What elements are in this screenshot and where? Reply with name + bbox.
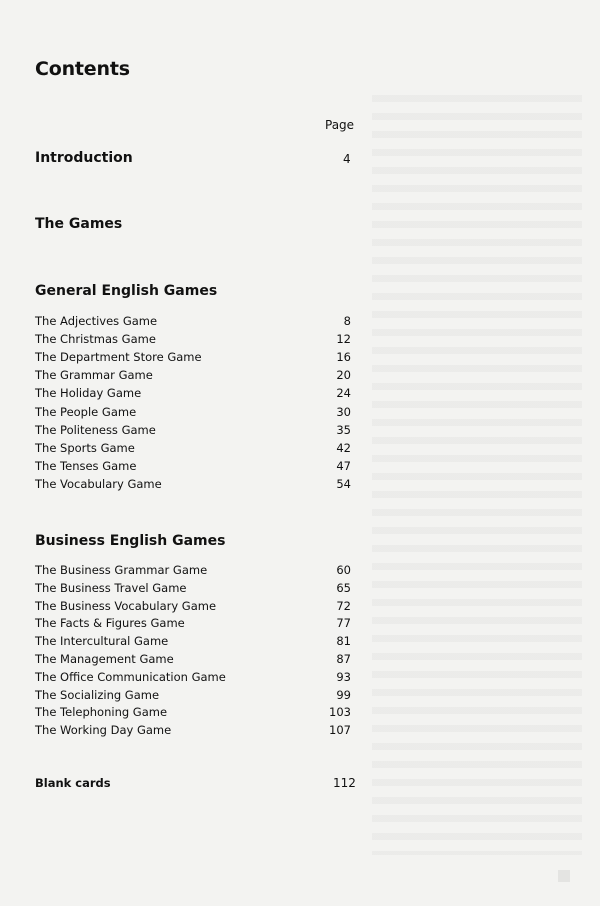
toc-entry [35, 563, 351, 580]
toc-entry-page: 20 [336, 368, 351, 383]
toc-entry-title: The Intercultural Game [35, 634, 169, 649]
toc-entry-page: 8 [343, 314, 351, 328]
toc-entry [35, 459, 351, 476]
section-introduction: Introduction [35, 150, 133, 166]
toc-entry-title: The Sports Game [35, 440, 135, 455]
toc-entry-page: 30 [336, 404, 351, 419]
toc-entry-page: 99 [336, 687, 351, 702]
toc-entry-page: 60 [336, 563, 351, 577]
toc-entry-title: The Christmas Game [35, 332, 156, 347]
toc-entry-title: The Vocabulary Game [35, 476, 162, 491]
toc-entry [35, 405, 351, 422]
toc-entry-title: The Office Communication Game [35, 669, 226, 684]
toc-entry [35, 652, 351, 669]
toc-entry-page: 87 [336, 652, 351, 666]
section-business-english-games: Business English Games [35, 533, 226, 549]
toc-entry [35, 350, 351, 367]
blank-cards-label: Blank cards [35, 776, 111, 790]
toc-entry [35, 332, 351, 349]
toc-entry [35, 423, 351, 440]
toc-entry-page: 72 [336, 598, 351, 613]
toc-entry-title: The Facts & Figures Game [35, 616, 185, 631]
toc-entry-page: 42 [336, 440, 351, 455]
toc-entry [35, 599, 351, 616]
toc-entry [35, 670, 351, 687]
toc-entry-page: 65 [336, 580, 351, 595]
toc-entry [35, 616, 351, 633]
toc-entry-title: The Telephoning Game [35, 705, 168, 720]
toc-entry-page: 81 [336, 634, 351, 649]
show-through-lines [372, 95, 582, 855]
toc-entry-page: 12 [336, 332, 351, 347]
toc-entry-page: 54 [336, 476, 351, 491]
toc-entry [35, 705, 351, 722]
toc-entry-title: The Department Store Game [35, 350, 202, 365]
toc-entry-page: 107 [329, 723, 351, 738]
blank-cards-page: 112 [333, 776, 356, 790]
page-title: Contents [35, 58, 130, 80]
toc-entry-page: 16 [336, 350, 351, 365]
toc-entry [35, 386, 351, 403]
toc-entry-title: The Management Game [35, 652, 174, 666]
toc-entry-title: The Grammar Game [35, 368, 153, 383]
toc-entry-page: 93 [336, 669, 351, 684]
toc-entry [35, 688, 351, 705]
toc-entry-title: The Politeness Game [35, 422, 156, 437]
toc-entry-page: 47 [336, 458, 351, 473]
toc-entry-title: The Business Travel Game [35, 580, 187, 595]
toc-entry-page: 35 [336, 422, 351, 437]
toc-entry [35, 634, 351, 651]
section-the-games: The Games [35, 216, 123, 232]
page-corner-mark [558, 870, 570, 882]
toc-entry-page: 77 [336, 616, 351, 631]
toc-entry [35, 723, 351, 740]
section-introduction-page: 4 [343, 152, 351, 166]
toc-entry-title: The Holiday Game [35, 386, 142, 401]
toc-entry-title: The Business Vocabulary Game [35, 598, 217, 613]
toc-entry-title: The Tenses Game [35, 458, 137, 473]
toc-entry-page: 103 [329, 705, 351, 720]
page-column-label: Page [325, 118, 355, 132]
toc-entry [35, 441, 351, 458]
toc-entry [35, 581, 351, 598]
toc-entry-title: The Working Day Game [35, 723, 172, 738]
toc-entry-title: The Socializing Game [35, 687, 160, 702]
toc-entry-title: The Business Grammar Game [35, 563, 208, 577]
section-general-english-games: General English Games [35, 283, 218, 299]
toc-entry-title: The People Game [35, 404, 137, 419]
toc-entry-title: The Adjectives Game [35, 314, 158, 328]
toc-entry-page: 24 [336, 386, 351, 401]
toc-entry [35, 314, 351, 331]
toc-entry [35, 477, 351, 494]
toc-entry [35, 368, 351, 385]
